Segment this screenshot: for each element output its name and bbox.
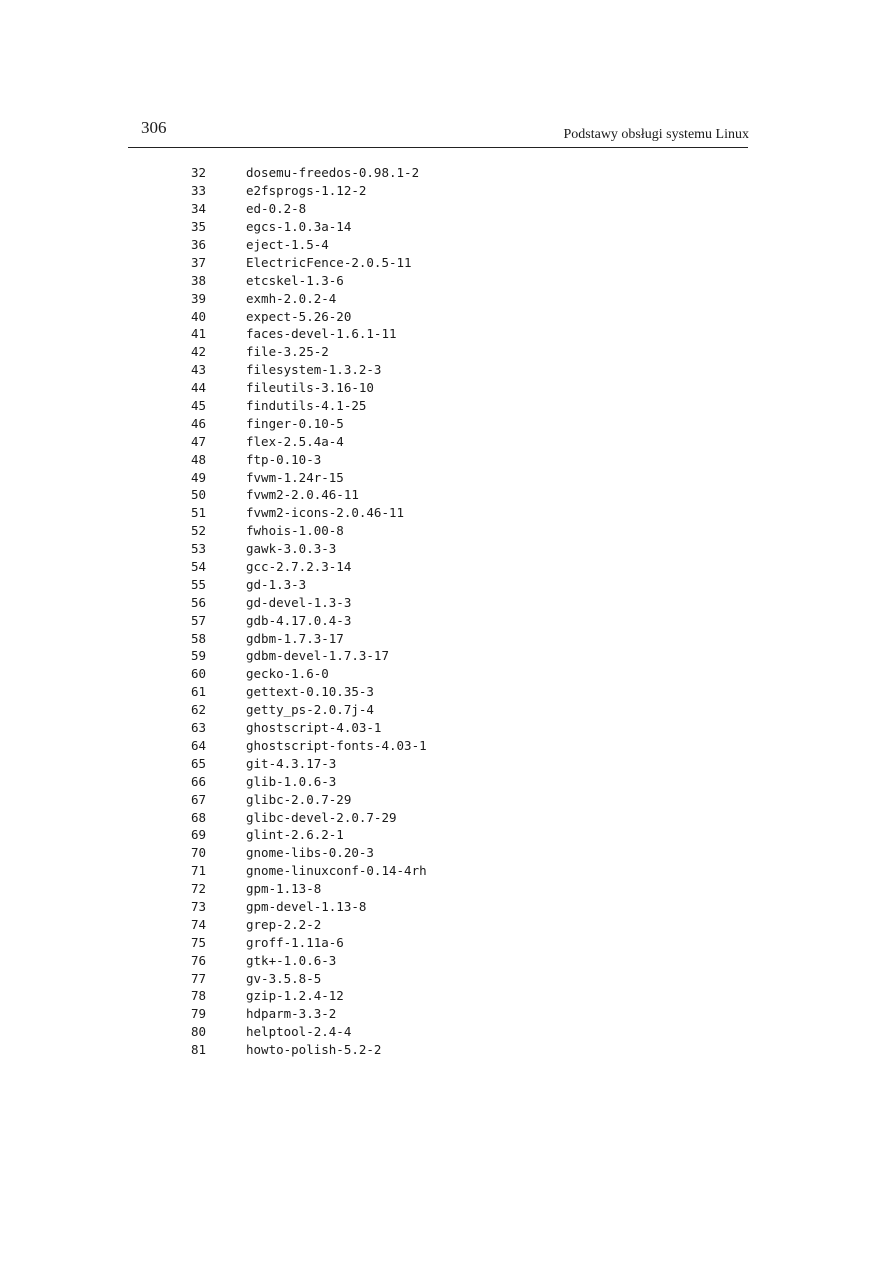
list-item [170,575,427,593]
package-number: 59 [190,648,206,664]
package-number: 79 [190,1006,206,1022]
package-number: 38 [190,272,206,288]
package-name: eject-1.5-4 [246,237,329,252]
list-item [170,987,427,1005]
package-number: 54 [190,559,206,575]
list-item [170,343,427,361]
package-name: e2fsprogs-1.12-2 [246,183,367,199]
list-item [170,486,427,504]
package-name: fvwm2-icons-2.0.46-11 [246,505,405,521]
running-title: Podstawy obsługi systemu Linux [563,127,749,142]
package-name: dosemu-freedos-0.98.1-2 [246,165,420,181]
list-item [170,1041,427,1059]
package-name: gd-1.3-3 [246,576,307,592]
package-number: 35 [190,219,206,235]
package-name: gawk-3.0.3-3 [246,541,337,557]
list-item [170,218,427,236]
list-item [170,719,427,737]
list-item [170,325,427,343]
package-number: 70 [190,845,206,861]
list-item [170,754,427,772]
package-number: 55 [190,576,206,592]
list-item [170,1023,427,1041]
package-name: etcskel-1.3-6 [246,272,344,288]
package-number: 67 [190,791,206,807]
list-item [170,611,427,629]
package-name: git-4.3.17-3 [246,755,337,771]
package-number: 74 [190,916,206,932]
package-name: fvwm-1.24r-15 [246,469,344,485]
package-name: gd-devel-1.3-3 [246,594,352,610]
list-item [170,361,427,379]
package-number: 49 [190,469,206,485]
list-item [170,898,427,916]
list-item [170,951,427,969]
page-number: 306 [141,118,167,137]
list-item [170,701,427,719]
package-name: flex-2.5.4a-4 [246,433,344,449]
package-name: ed-0.2-8 [246,201,307,217]
package-number: 36 [190,237,206,252]
list-item [170,558,427,576]
package-name: ghostscript-4.03-1 [246,720,382,736]
package-number: 72 [190,881,206,897]
package-number: 37 [190,254,206,270]
package-name: filesystem-1.3.2-3 [246,362,382,378]
package-name: egcs-1.0.3a-14 [246,219,352,235]
list-item [170,933,427,951]
list-item [170,504,427,522]
list-item [170,629,427,647]
list-item [170,468,427,486]
package-number: 64 [190,737,206,753]
package-number: 78 [190,988,206,1004]
package-number: 40 [190,308,206,324]
package-number: 77 [190,970,206,986]
list-item [170,772,427,790]
list-item [170,880,427,898]
package-name: gpm-1.13-8 [246,881,322,897]
package-number: 60 [190,666,206,682]
package-name: fvwm2-2.0.46-11 [246,487,359,503]
list-item [170,862,427,880]
list-item [170,540,427,558]
package-name: glibc-devel-2.0.7-29 [246,809,397,825]
package-number: 68 [190,809,206,825]
package-name: gettext-0.10.35-3 [246,684,374,700]
list-item [170,826,427,844]
list-item [170,915,427,933]
package-name: findutils-4.1-25 [246,398,367,414]
package-number: 75 [190,934,206,950]
package-name: finger-0.10-5 [246,415,344,431]
package-name: gdb-4.17.0.4-3 [246,612,352,628]
package-name: fileutils-3.16-10 [246,380,374,396]
package-name: gcc-2.7.2.3-14 [246,559,352,575]
package-number: 41 [190,326,206,342]
header-rule [128,147,748,148]
package-name: gv-3.5.8-5 [246,970,322,986]
list-item [170,808,427,826]
package-number: 32 [190,165,206,181]
package-name: ElectricFence-2.0.5-11 [246,254,412,270]
list-item [170,164,427,182]
package-name: file-3.25-2 [246,344,329,360]
package-number: 81 [190,1042,206,1058]
package-name: fwhois-1.00-8 [246,523,344,539]
package-number: 43 [190,362,206,378]
package-name: gdbm-1.7.3-17 [246,630,344,646]
list-item [170,397,427,415]
list-item [170,271,427,289]
package-number: 65 [190,755,206,771]
package-name: exmh-2.0.2-4 [246,290,337,306]
list-item [170,593,427,611]
list-item [170,432,427,450]
package-name: expect-5.26-20 [246,308,352,324]
package-number: 63 [190,720,206,736]
package-number: 33 [190,183,206,199]
list-item [170,790,427,808]
package-number: 61 [190,684,206,700]
package-name: howto-polish-5.2-2 [246,1042,382,1058]
package-number: 73 [190,898,206,914]
list-item [170,1005,427,1023]
package-number: 46 [190,415,206,431]
package-number: 52 [190,523,206,539]
package-number: 62 [190,702,206,718]
package-number: 58 [190,630,206,646]
package-name: gdbm-devel-1.7.3-17 [246,648,389,664]
list-item [170,236,427,254]
list-item [170,414,427,432]
package-number: 42 [190,344,206,360]
package-name: gtk+-1.0.6-3 [246,952,337,968]
list-item [170,665,427,683]
list-item [170,844,427,862]
list-item [170,200,427,218]
list-item [170,969,427,987]
list-item [170,182,427,200]
package-number: 57 [190,612,206,628]
package-number: 50 [190,487,206,503]
package-name: glib-1.0.6-3 [246,773,337,789]
package-name: gzip-1.2.4-12 [246,988,344,1004]
package-number: 66 [190,773,206,789]
package-name: gnome-linuxconf-0.14-4rh [246,863,427,879]
package-name: gecko-1.6-0 [246,666,329,682]
package-number: 45 [190,398,206,414]
package-name: gpm-devel-1.13-8 [246,898,367,914]
package-name: faces-devel-1.6.1-11 [246,326,397,342]
package-number: 47 [190,433,206,449]
package-number: 71 [190,863,206,879]
package-number: 76 [190,952,206,968]
package-number: 34 [190,201,206,217]
list-item [170,253,427,271]
package-name: glint-2.6.2-1 [246,827,344,843]
package-name: gnome-libs-0.20-3 [246,845,374,861]
package-name: ghostscript-fonts-4.03-1 [246,737,427,753]
list-item [170,683,427,701]
list-item [170,450,427,468]
package-number: 80 [190,1024,206,1040]
list-item [170,737,427,755]
package-name: helptool-2.4-4 [246,1024,352,1040]
package-number: 51 [190,505,206,521]
package-number: 56 [190,594,206,610]
package-number: 69 [190,827,206,843]
package-name: grep-2.2-2 [246,916,322,932]
list-item [170,289,427,307]
package-number: 39 [190,290,206,306]
package-name: ftp-0.10-3 [246,451,322,467]
list-item [170,307,427,325]
list-item [170,647,427,665]
package-name: groff-1.11a-6 [246,934,344,950]
list-item [170,522,427,540]
list-item [170,379,427,397]
package-number: 48 [190,451,206,467]
package-list [170,164,427,1059]
package-number: 53 [190,541,206,557]
package-name: getty_ps-2.0.7j-4 [246,702,374,718]
package-name: glibc-2.0.7-29 [246,791,352,807]
package-number: 44 [190,380,206,396]
package-name: hdparm-3.3-2 [246,1006,337,1022]
